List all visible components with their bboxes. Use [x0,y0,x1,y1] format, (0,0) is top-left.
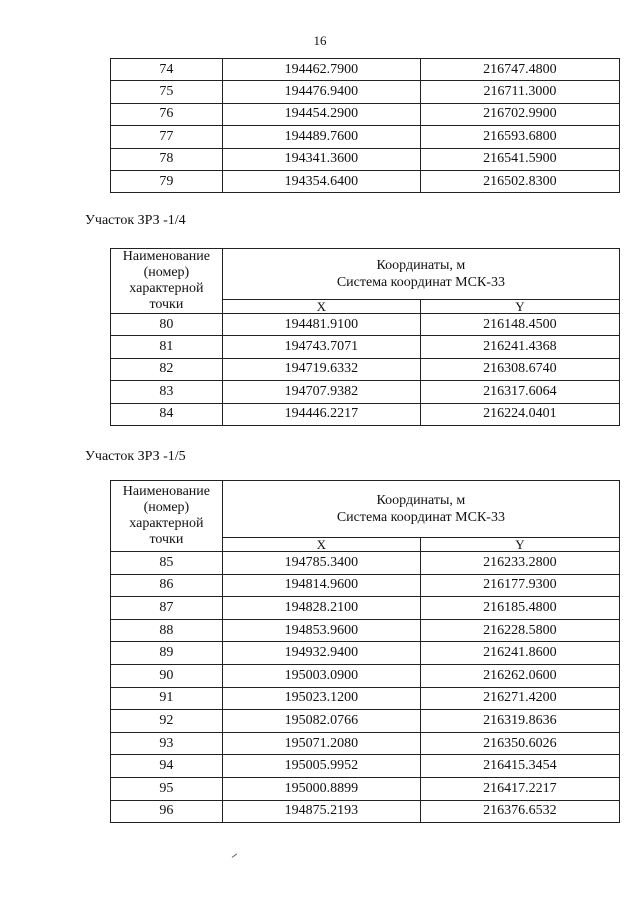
y-coordinate: 216350.6026 [420,732,619,755]
point-number: 81 [111,336,223,358]
point-name-header-line: Наименование [122,249,211,264]
table-row [111,619,620,642]
y-coordinate: 216502.8300 [420,170,619,192]
table-row [111,777,620,800]
y-coordinate: 216541.5900 [420,148,619,170]
y-coordinate: 216271.4200 [420,687,619,710]
x-coordinate: 194932.9400 [222,642,420,665]
x-axis-header: X [222,299,420,313]
x-coordinate: 195005.9952 [222,755,420,778]
table-row [111,59,620,81]
table-header-row [111,481,620,538]
y-coordinate: 216185.4800 [420,597,619,620]
point-number: 82 [111,358,223,380]
table-row [111,81,620,103]
x-coordinate: 194828.2100 [222,597,420,620]
coordinate-system-label: Система координат МСК-33 [336,274,505,290]
point-name-header [111,249,223,314]
table-row [111,755,620,778]
x-coordinate: 194489.7600 [222,126,420,148]
y-coordinate: 216241.4368 [420,336,619,358]
coordinates-table-zrz-1-5 [110,480,620,823]
x-coordinate: 194481.9100 [222,314,420,336]
table-row [111,800,620,823]
point-name-header-line: (номер) [143,265,190,280]
x-coordinate: 194743.7071 [222,336,420,358]
point-name-header-line: характерной [129,516,204,531]
point-number: 88 [111,619,223,642]
y-coordinate: 216317.6064 [420,381,619,403]
table-row [111,170,620,192]
x-coordinate: 194446.2217 [222,403,420,425]
point-number: 90 [111,664,223,687]
x-coordinate: 194785.3400 [222,552,420,575]
point-number: 92 [111,710,223,733]
x-coordinate: 194462.7900 [222,59,420,81]
x-coordinate: 195082.0766 [222,710,420,733]
table-row [111,642,620,665]
x-axis-header: X [222,538,420,552]
point-number: 78 [111,148,223,170]
coordinates-header-line: Координаты, м [376,493,466,508]
table-row [111,732,620,755]
point-name-header-line: (номер) [143,500,190,515]
point-number: 94 [111,755,223,778]
point-number: 96 [111,800,223,823]
point-number: 85 [111,552,223,575]
x-coordinate: 194476.9400 [222,81,420,103]
x-coordinate: 195000.8899 [222,777,420,800]
table-row [111,403,620,425]
point-number: 80 [111,314,223,336]
point-number: 84 [111,403,223,425]
y-axis-header: Y [420,299,619,313]
x-coordinate: 195071.2080 [222,732,420,755]
coordinates-table-continued [110,58,620,193]
point-number: 76 [111,103,223,125]
point-number: 74 [111,59,223,81]
table-row [111,664,620,687]
point-name-header [111,481,223,552]
x-coordinate: 194853.9600 [222,619,420,642]
table-row [111,710,620,733]
table-row [111,358,620,380]
y-coordinate: 216308.6740 [420,358,619,380]
table-row [111,552,620,575]
x-coordinate: 194814.9600 [222,574,420,597]
table-row [111,314,620,336]
point-number: 77 [111,126,223,148]
scan-artifact-mark [232,854,239,860]
point-number: 91 [111,687,223,710]
x-coordinate: 194354.6400 [222,170,420,192]
table-row [111,126,620,148]
y-coordinate: 216747.4800 [420,59,619,81]
point-number: 83 [111,381,223,403]
table-row [111,574,620,597]
table-row [111,597,620,620]
y-coordinate: 216415.3454 [420,755,619,778]
y-coordinate: 216148.4500 [420,314,619,336]
table-row [111,148,620,170]
x-coordinate: 195003.0900 [222,664,420,687]
y-coordinate: 216417.2217 [420,777,619,800]
x-coordinate: 194875.2193 [222,800,420,823]
table-row [111,336,620,358]
coordinates-header-line: Координаты, м [376,257,466,273]
y-coordinate: 216224.0401 [420,403,619,425]
table-header-row [111,249,620,300]
x-coordinate: 194707.9382 [222,381,420,403]
point-number: 93 [111,732,223,755]
point-number: 79 [111,170,223,192]
point-number: 89 [111,642,223,665]
coordinates-table-zrz-1-4 [110,248,620,426]
point-name-header-line: характерной [129,281,204,296]
coordinates-header [222,249,619,300]
table-row [111,381,620,403]
point-number: 87 [111,597,223,620]
point-name-header-line: точки [149,532,184,547]
y-coordinate: 216233.2800 [420,552,619,575]
coordinates-header [222,481,619,538]
table-row [111,103,620,125]
point-number: 75 [111,81,223,103]
point-number: 95 [111,777,223,800]
point-name-header-line: Наименование [122,484,211,499]
section-title-zrz-1-4: Участок ЗРЗ -1/4 [85,213,186,228]
y-coordinate: 216241.8600 [420,642,619,665]
y-coordinate: 216319.8636 [420,710,619,733]
point-number: 86 [111,574,223,597]
point-name-header-line: точки [149,297,184,312]
x-coordinate: 194719.6332 [222,358,420,380]
y-coordinate: 216262.0600 [420,664,619,687]
x-coordinate: 195023.1200 [222,687,420,710]
x-coordinate: 194341.3600 [222,148,420,170]
coordinate-system-label: Система координат МСК-33 [336,510,505,525]
y-coordinate: 216376.6532 [420,800,619,823]
x-coordinate: 194454.2900 [222,103,420,125]
y-axis-header: Y [420,538,619,552]
y-coordinate: 216177.9300 [420,574,619,597]
page-number: 16 [313,33,327,48]
section-title-zrz-1-5: Участок ЗРЗ -1/5 [85,449,186,464]
y-coordinate: 216593.6800 [420,126,619,148]
y-coordinate: 216711.3000 [420,81,619,103]
table-row [111,687,620,710]
y-coordinate: 216702.9900 [420,103,619,125]
y-coordinate: 216228.5800 [420,619,619,642]
